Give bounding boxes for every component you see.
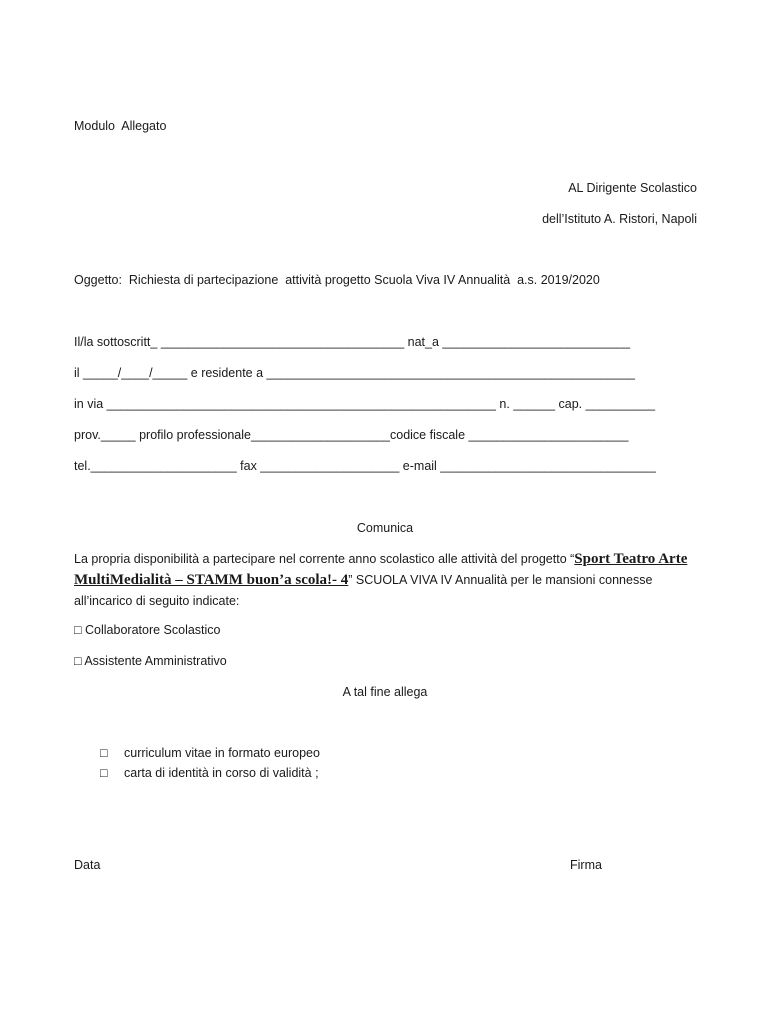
project-name: Sport Teatro Arte MultiMedialità – STAMM buon’a scola!- 4 [74,551,688,588]
option-assistente: □ Assistente Amministrativo [74,654,227,668]
recipient-line-2: dell’Istituto A. Ristori, Napoli [542,212,697,226]
date-label: Data [74,858,101,872]
checkbox-icon: □ [100,746,108,760]
option-collaboratore: □ Collaboratore Scolastico [74,623,221,637]
paragraph-end: ” SCUOLA VIVA IV Annualità per le mansioni connesse all’incarico di seguito indicate: [74,573,653,608]
attachment-text: carta di identità in corso di validità ; [124,766,319,780]
form-line-name: Il/la sottoscritt_ ___________________________________ nat_a ___________________________ [74,335,631,349]
header-label: Modulo Allegato [74,119,167,133]
attachment-item [100,745,320,761]
paragraph-start: La propria disponibilità a partecipare nel corrente anno scolastico alle attività del progetto “ [74,552,575,566]
recipient-line-1: AL Dirigente Scolastico [568,181,697,195]
checkbox-icon: □ [100,766,108,780]
form-line-profile: prov._____ profilo professionale____________________codice fiscale _______________________ [74,428,629,442]
signature-label: Firma [570,858,602,872]
form-line-contacts: tel._____________________ fax ____________________ e-mail _______________________________ [74,459,656,473]
allega-heading: A tal fine allega [342,685,428,699]
comunica-heading: Comunica [356,521,414,535]
availability-paragraph [74,549,704,612]
attachment-item [100,765,319,781]
form-line-birth: il _____/____/_____ e residente a _____________________________________________________ [74,366,635,380]
form-line-address: in via ________________________________________________________ n. ______ cap. __________ [74,397,656,411]
attachment-text: curriculum vitae in formato europeo [124,746,320,760]
subject-line: Oggetto: Richiesta di partecipazione attività progetto Scuola Viva IV Annualità a.s. 2019/2020 [74,273,600,287]
